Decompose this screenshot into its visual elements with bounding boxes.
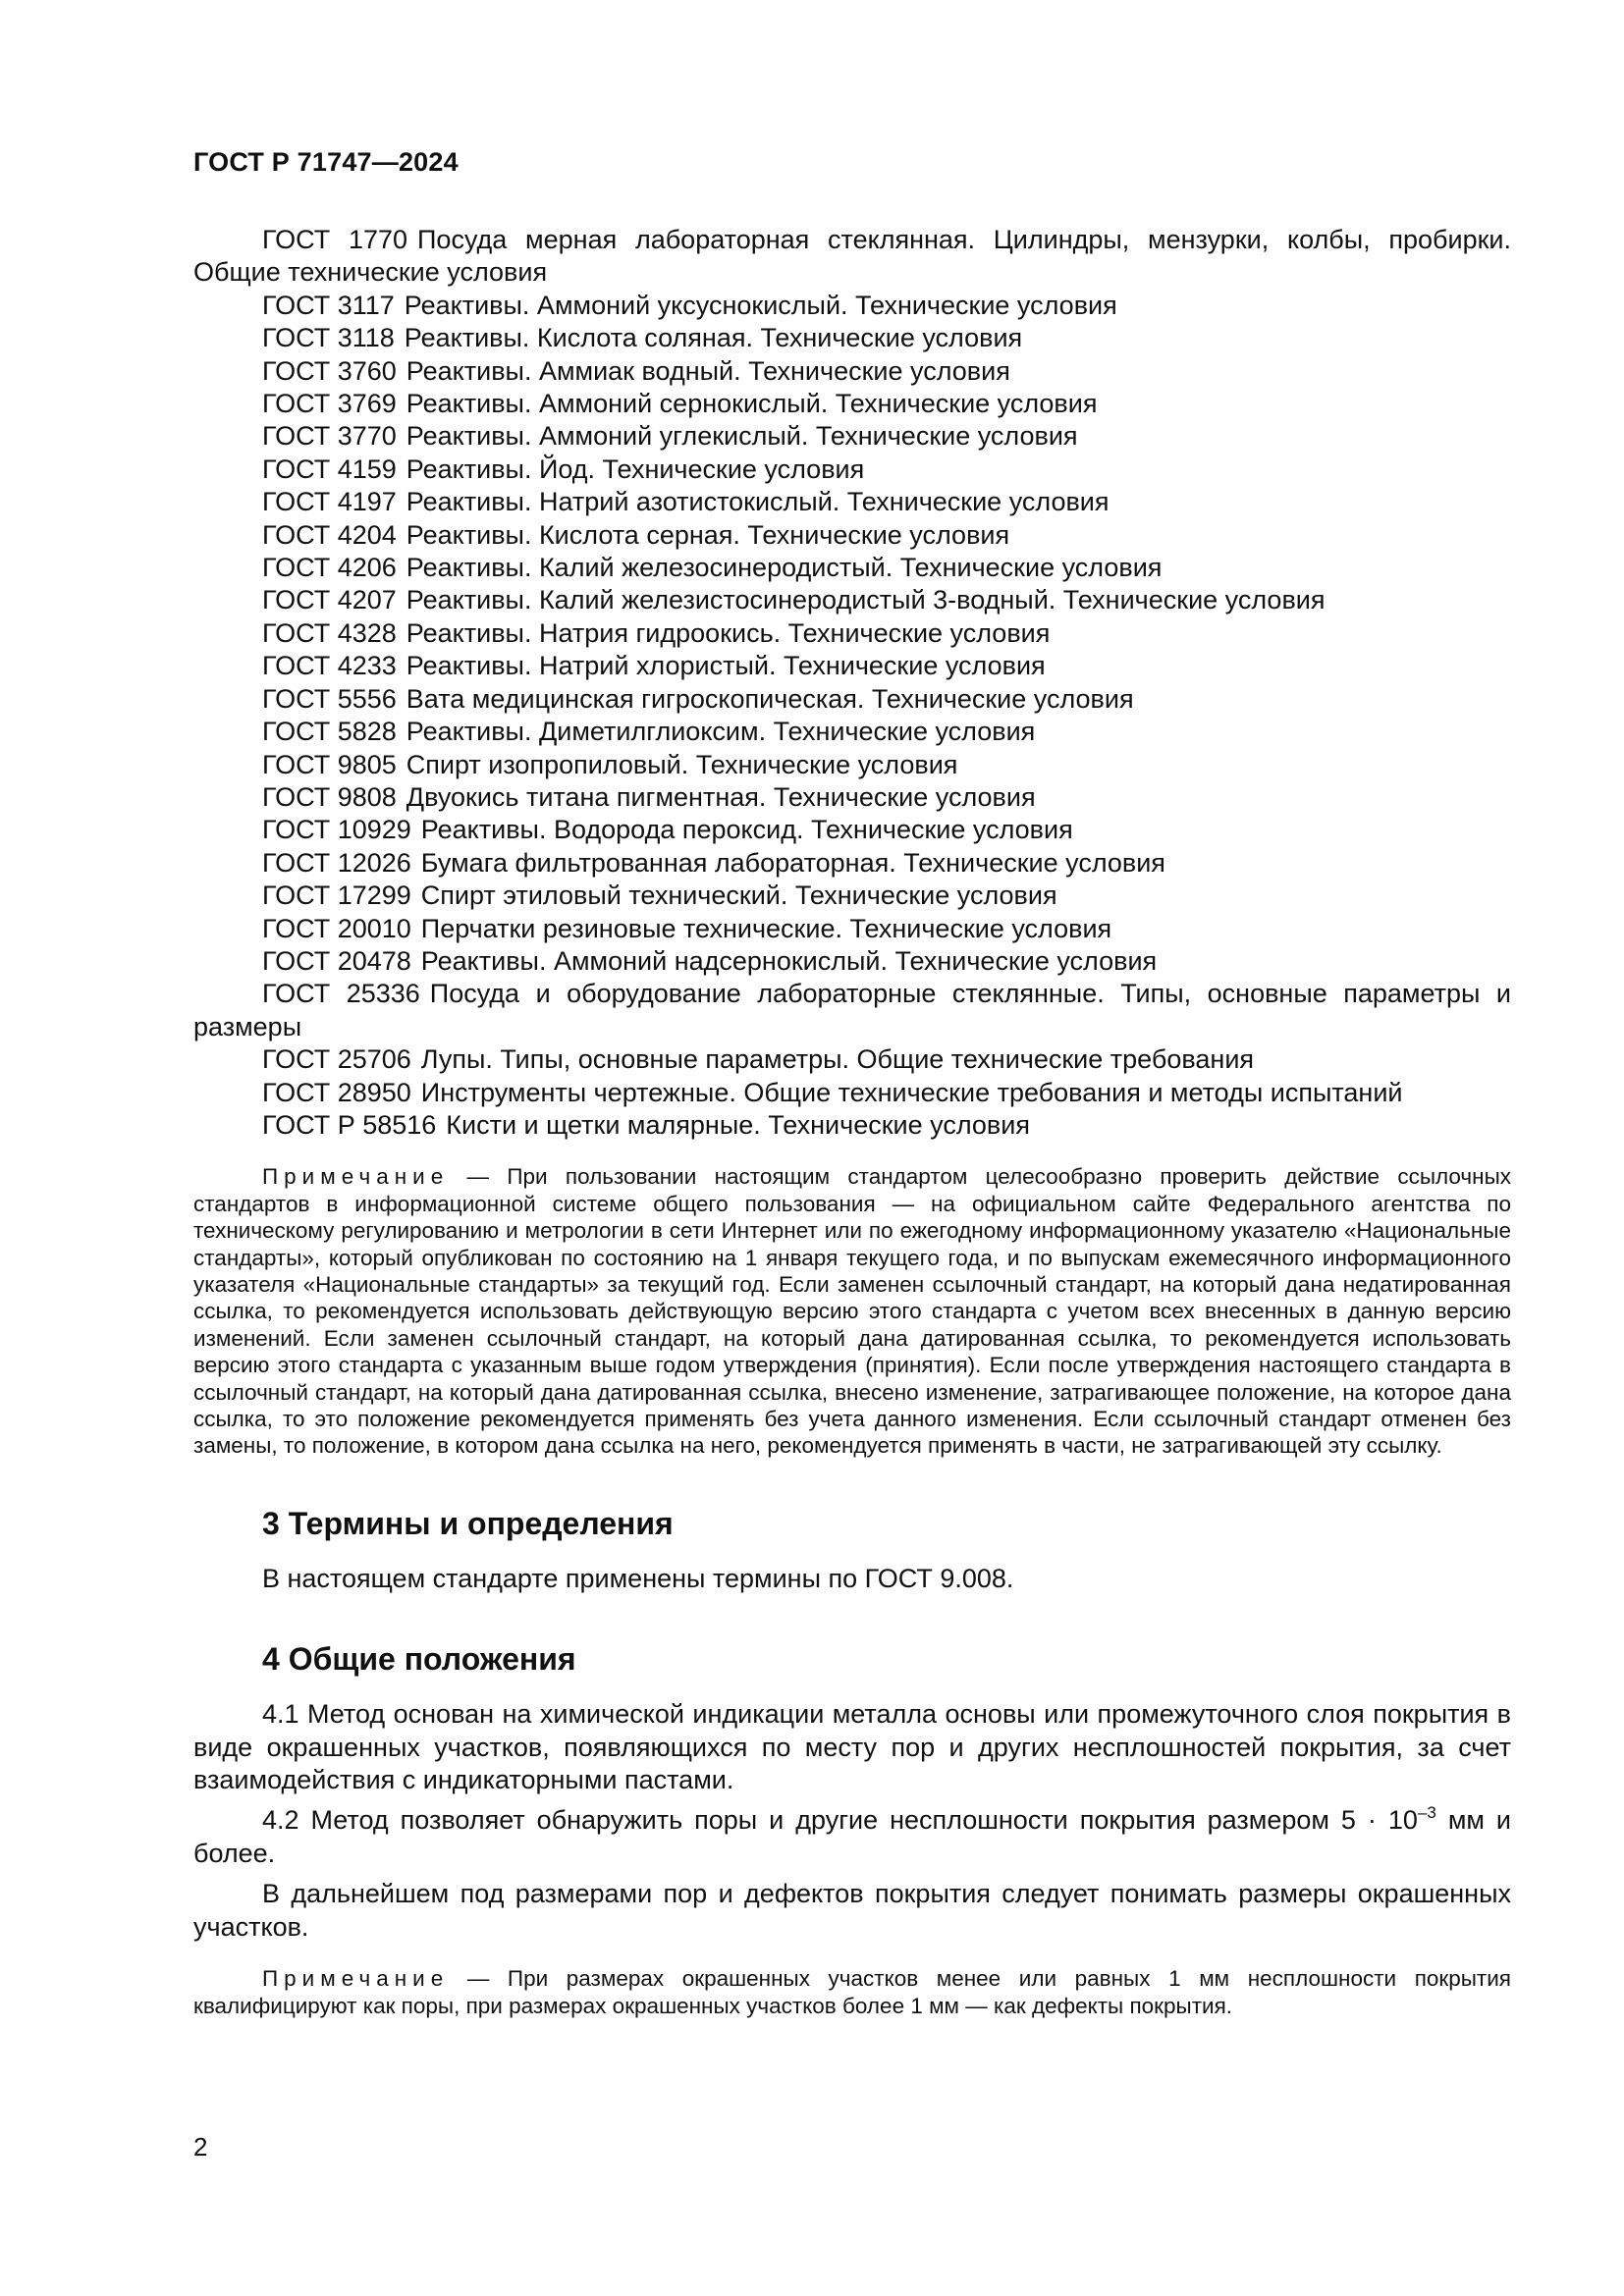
exponent: –3 [1417, 1803, 1436, 1823]
reference-code: ГОСТ 3769 [262, 389, 397, 419]
note-text: — При размерах окрашенных участков менее или равных 1 мм несплошности покрытия квалифицируют как поры, при размерах окрашенных участков более 1 мм — как дефекты покрытия. [193, 1966, 1511, 2018]
reference-code: ГОСТ 5828 [262, 717, 397, 747]
reference-item [193, 913, 1511, 945]
reference-title: Реактивы. Калий железосинеродистый. Технические условия [406, 553, 1163, 583]
reference-code: ГОСТ 4328 [262, 617, 397, 648]
reference-title: Реактивы. Аммиак водный. Технические условия [406, 355, 1010, 386]
reference-code: ГОСТ 4197 [262, 487, 397, 517]
reference-title: Реактивы. Натрий азотистокислый. Технические условия [406, 487, 1110, 517]
reference-code: ГОСТ 4206 [262, 553, 397, 583]
reference-code: ГОСТ 20010 [262, 913, 411, 943]
section-3-title: 3 Термины и определения [262, 1505, 674, 1541]
reference-item [193, 847, 1511, 880]
reference-title: Реактивы. Аммоний уксуснокислый. Технические условия [404, 290, 1117, 320]
reference-item [193, 1077, 1511, 1109]
reference-code: ГОСТ 25706 [262, 1044, 411, 1075]
reference-title: Реактивы. Йод. Технические условия [406, 454, 865, 484]
reference-code: ГОСТ 4159 [262, 454, 397, 484]
reference-code: ГОСТ 28950 [262, 1077, 411, 1107]
reference-item [193, 552, 1511, 584]
reference-title: Реактивы. Аммоний сернокислый. Технические условия [406, 389, 1098, 419]
reference-code: ГОСТ 12026 [262, 847, 411, 878]
reference-item [193, 224, 1511, 290]
reference-title: Кисти и щетки малярные. Технические условия [446, 1109, 1030, 1140]
reference-item [193, 519, 1511, 552]
reference-code: ГОСТ 9808 [262, 781, 397, 812]
reference-code: ГОСТ 1770 [262, 225, 408, 254]
reference-code: ГОСТ 4204 [262, 519, 397, 550]
normative-references-list [193, 224, 1511, 1142]
reference-item [193, 617, 1511, 650]
reference-item [193, 454, 1511, 486]
reference-item [193, 486, 1511, 518]
reference-item [193, 1043, 1511, 1076]
reference-title: Реактивы. Водорода пероксид. Технические условия [420, 815, 1073, 845]
reference-item [193, 650, 1511, 682]
reference-code: ГОСТ 25336 [262, 979, 420, 1009]
document-header: ГОСТ Р 71747—2024 [193, 147, 459, 177]
page-number: 2 [193, 2132, 208, 2162]
reference-item [193, 945, 1511, 978]
reference-code: ГОСТ 17299 [262, 881, 411, 911]
reference-code: ГОСТ 10929 [262, 815, 411, 845]
note-text: — При пользовании настоящим стандартом целесообразно проверить действие ссылочных стандартов в информационной системе общего пользования — на официальном сайте Федерального агентства по техническому регулированию и метрологии в сети Интернет или по ежегодному информационному указателю «Национальные стандарты», который опубликован по состоянию на 1 января текущего года, и по выпускам ежемесячного информационного указателя «Национальные стандарты» за текущий год. Если заменен ссылочный стандарт, на который дана недатированная ссылка, то рекомендуется использовать действующую версию этого стандарта с учетом всех внесенных в данную версию изменений. Если заменен ссылочный стандарт, на который дана датированная ссылка, то рекомендуется использовать версию этого стандарта с указанным выше годом утверждения (принятия). Если после утверждения настоящего стандарта в ссылочный стандарт, на который дана датированная ссылка, внесено изменение, затрагивающее положение, на которое дана ссылка, то это положение рекомендуется применять без учета данного изменения. Если ссылочный стандарт отменен без замены, то положение, в котором дана ссылка на него, рекомендуется применять в части, не затрагивающей эту ссылку. [193, 1164, 1511, 1459]
reference-item [193, 290, 1511, 322]
reference-item [193, 1109, 1511, 1142]
note-label: Примечание [262, 1966, 450, 1992]
reference-item [193, 420, 1511, 453]
reference-title: Реактивы. Калий железистосинеродистый 3-водный. Технические условия [406, 585, 1326, 615]
section-4-2-text: 4.2 Метод позволяет обнаружить поры и другие несплошности покрытия размером 5 · 10 [262, 1805, 1418, 1836]
reference-title: Реактивы. Кислота серная. Технические условия [406, 519, 1010, 550]
reference-title: Вата медицинская гигроскопическая. Технические условия [406, 683, 1134, 714]
reference-title: Реактивы. Кислота соляная. Технические условия [404, 323, 1023, 353]
section-4-title: 4 Общие положения [262, 1641, 576, 1678]
document-content [193, 224, 1511, 2019]
reference-title: Двуокись титана пигментная. Технические условия [406, 781, 1036, 812]
section-4-note [193, 1965, 1511, 2019]
reference-item [193, 584, 1511, 616]
reference-title: Посуда и оборудование лабораторные стеклянные. Типы, основные параметры и размеры [193, 979, 1511, 1041]
reference-item [193, 355, 1511, 388]
reference-code: ГОСТ 3118 [262, 323, 395, 353]
reference-title: Инструменты чертежные. Общие технические требования и методы испытаний [420, 1077, 1403, 1107]
reference-title: Реактивы. Диметилглиоксим. Технические условия [406, 717, 1036, 747]
note-label: Примечание [262, 1164, 450, 1190]
reference-code: ГОСТ 3117 [262, 290, 395, 320]
reference-item [193, 880, 1511, 912]
reference-item [193, 716, 1511, 748]
reference-title: Реактивы. Натрий хлористый. Технические условия [406, 651, 1046, 681]
reference-title: Бумага фильтрованная лабораторная. Технические условия [420, 847, 1165, 878]
reference-title: Посуда мерная лабораторная стеклянная. Цилиндры, мензурки, колбы, пробирки. Общие технические условия [193, 225, 1511, 288]
section-4-2-text-end: мм и более. [193, 1805, 1512, 1868]
reference-title: Реактивы. Натрия гидроокись. Технические условия [406, 617, 1051, 648]
reference-item [193, 683, 1511, 716]
reference-code: ГОСТ 4233 [262, 651, 397, 681]
reference-item [193, 814, 1511, 846]
section-4-2-paragraph: В дальнейшем под размерами пор и дефектов покрытия следует понимать размеры окрашенных участков. [193, 1879, 1511, 1942]
reference-item [193, 749, 1511, 781]
reference-title: Перчатки резиновые технические. Технические условия [420, 913, 1112, 943]
reference-code: ГОСТ Р 58516 [262, 1109, 437, 1140]
reference-code: ГОСТ 5556 [262, 683, 397, 714]
reference-code: ГОСТ 3760 [262, 355, 397, 386]
section-3-text: В настоящем стандарте применены термины по ГОСТ 9.008. [262, 1563, 1014, 1593]
reference-title: Реактивы. Аммоний надсернокислый. Технические условия [420, 945, 1158, 976]
reference-title: Лупы. Типы, основные параметры. Общие технические требования [420, 1044, 1255, 1075]
references-note [193, 1163, 1511, 1459]
reference-title: Спирт этиловый технический. Технические условия [420, 881, 1057, 911]
reference-item [193, 388, 1511, 420]
reference-title: Реактивы. Аммоний углекислый. Технические условия [406, 421, 1078, 452]
reference-title: Спирт изопропиловый. Технические условия [406, 749, 958, 779]
reference-item [193, 978, 1511, 1043]
reference-code: ГОСТ 20478 [262, 945, 411, 976]
reference-item [193, 781, 1511, 814]
section-4-1: 4.1 Метод основан на химической индикации металла основы или промежуточного слоя покрытия в виде окрашенных участков, появляющихся по месту пор и других несплошностей покрытия, за счет взаимодействия с индикаторными пастами. [193, 1699, 1511, 1795]
section-4-2 [193, 1804, 1511, 1870]
reference-code: ГОСТ 4207 [262, 585, 397, 615]
reference-code: ГОСТ 3770 [262, 421, 397, 452]
reference-item [193, 322, 1511, 354]
reference-code: ГОСТ 9805 [262, 749, 397, 779]
